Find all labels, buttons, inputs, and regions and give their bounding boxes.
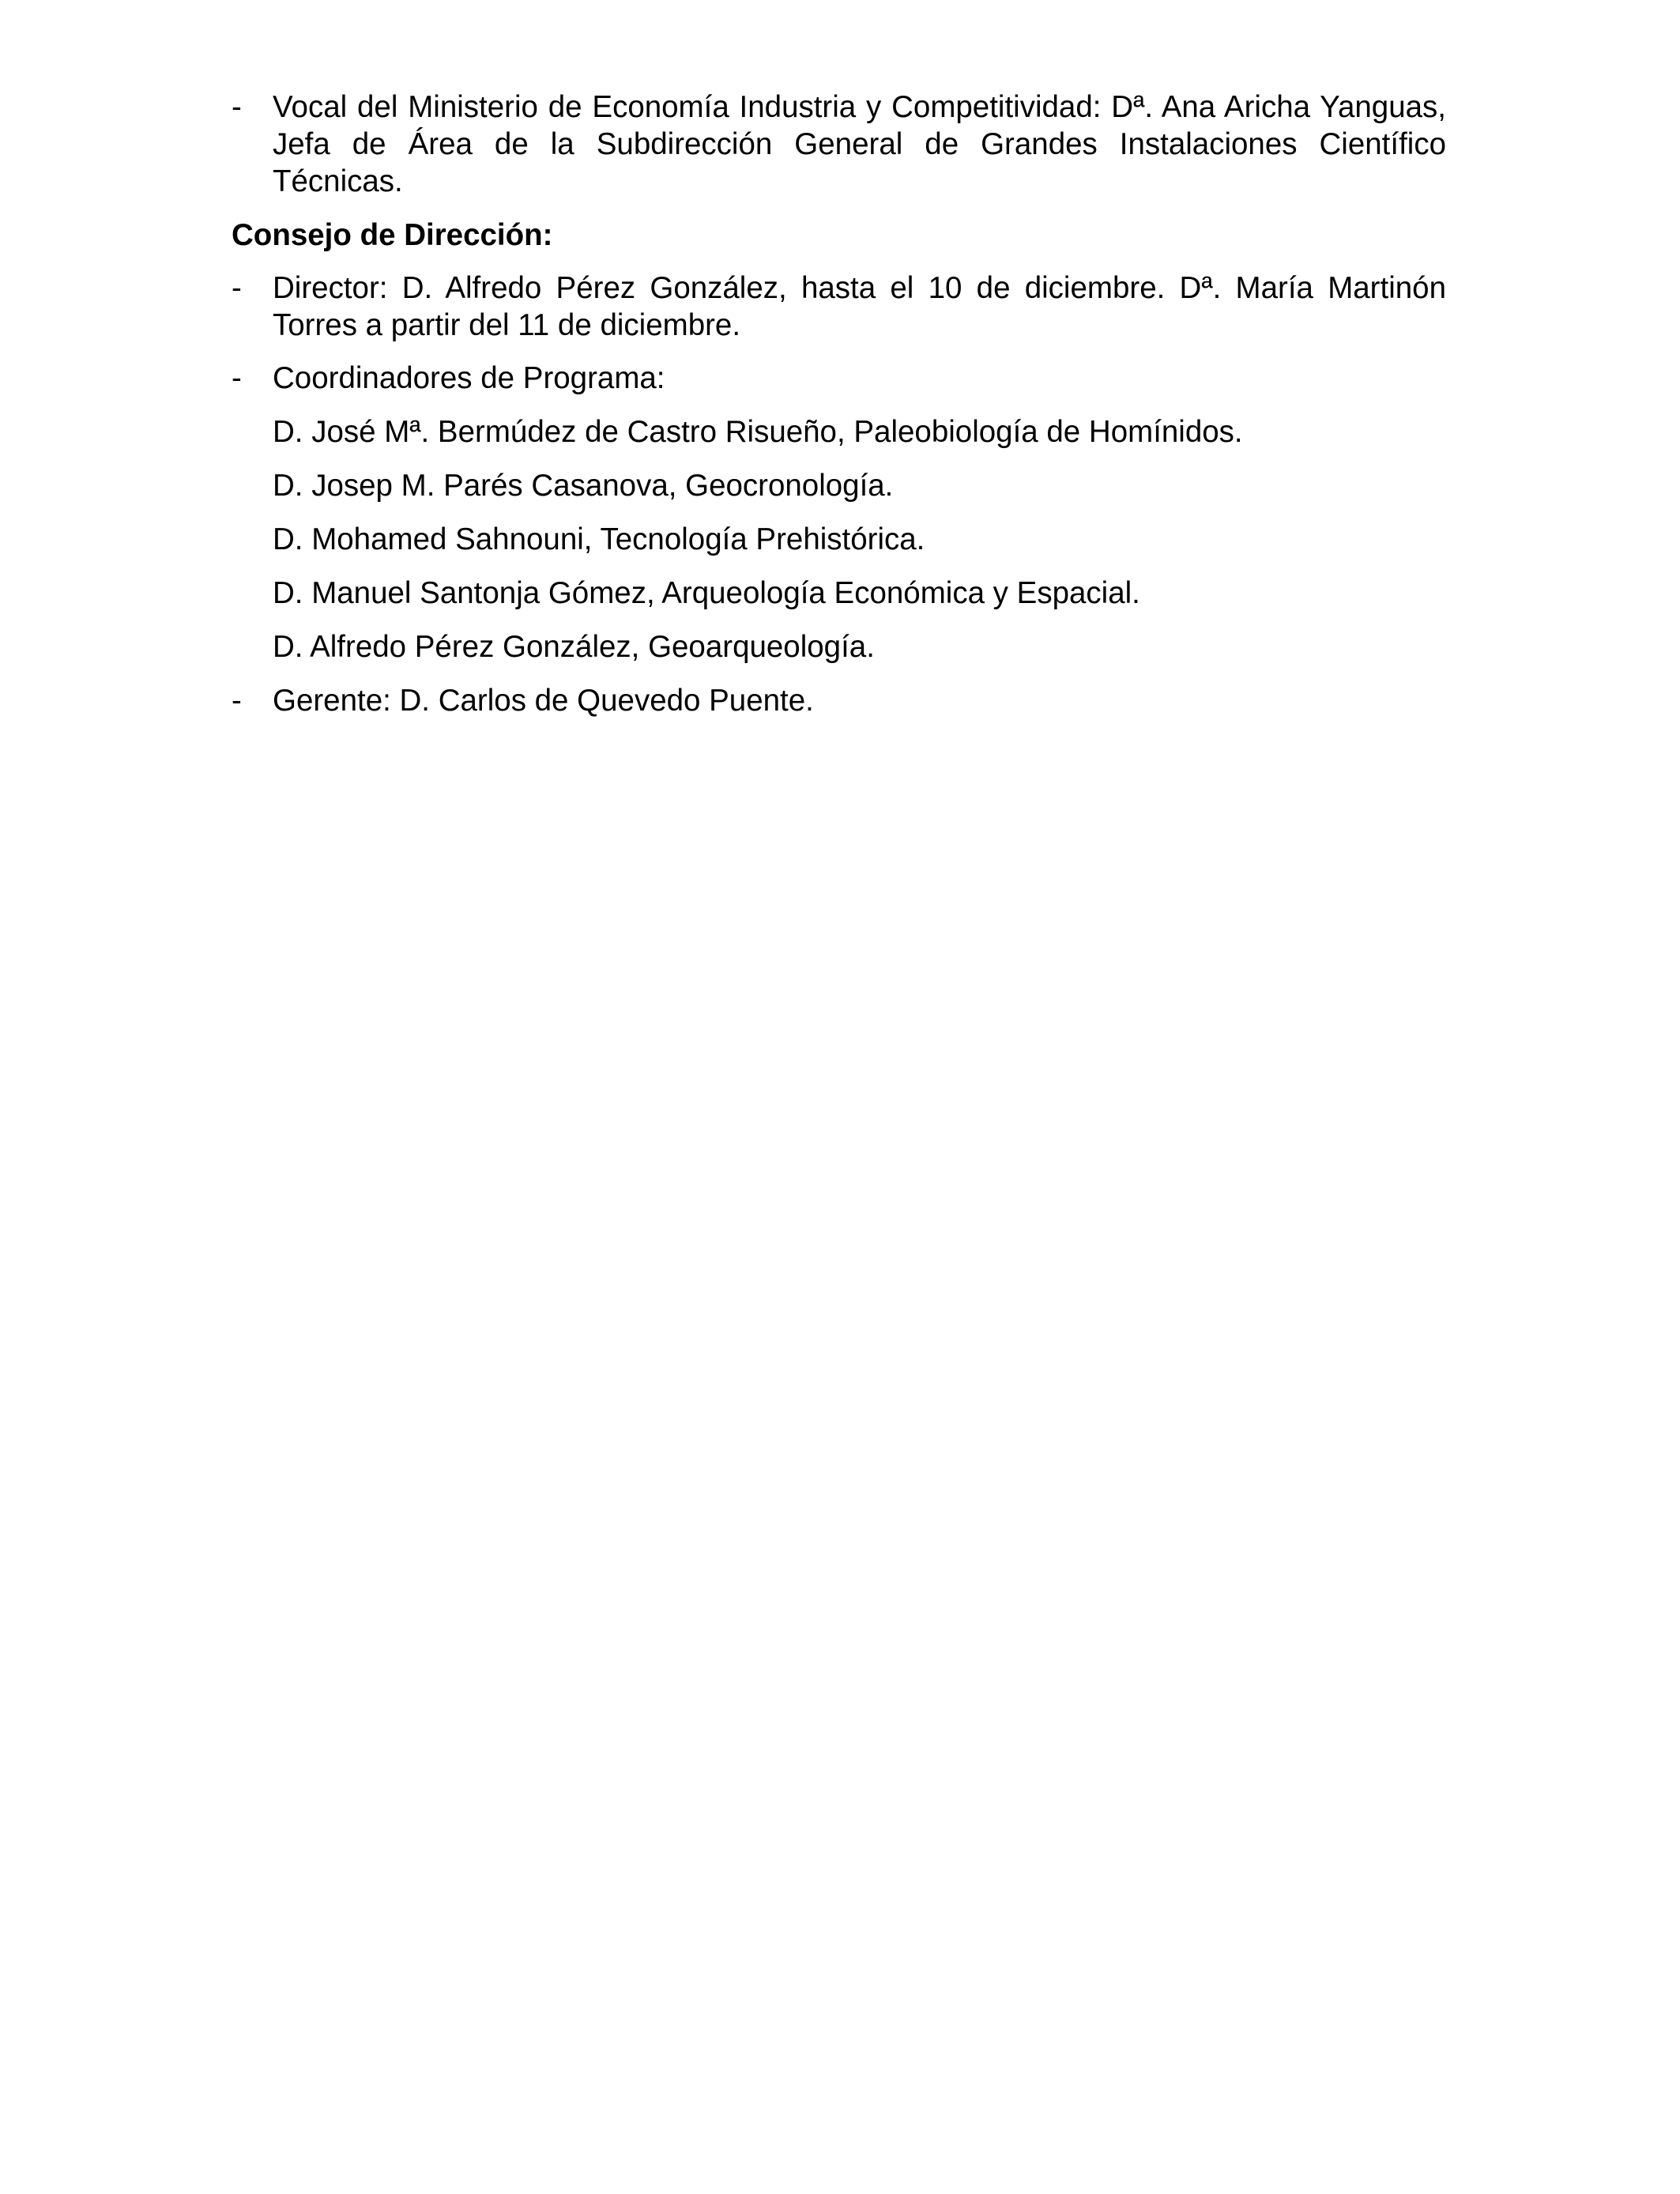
coordinator-entry: D. Manuel Santonja Gómez, Arqueología Económica y Espacial. — [273, 576, 1140, 610]
gerente-text: Gerente: D. Carlos de Quevedo Puente. — [273, 684, 814, 718]
bullet-dash: - — [232, 684, 242, 718]
director-text: Director: D. Alfredo Pérez González, hasta el 10 de diciembre. Dª. María Martinón Torres a partir del 11 de diciembre. — [273, 271, 1446, 342]
coordinator-entry: D. José Mª. Bermúdez de Castro Risueño, Paleobiología de Homínidos. — [273, 415, 1243, 449]
list-item-coordinadores — [232, 360, 1446, 397]
section-heading-consejo: Consejo de Dirección: — [232, 218, 553, 252]
coordinator-entry: D. Alfredo Pérez González, Geoarqueología. — [273, 630, 875, 664]
coordinator-entry: D. Josep M. Parés Casanova, Geocronología. — [273, 469, 894, 503]
list-item-vocal — [232, 89, 1446, 200]
bullet-dash: - — [232, 271, 242, 305]
list-item-gerente — [232, 682, 1446, 719]
coordinadores-text: Coordinadores de Programa: — [273, 361, 665, 395]
coordinator-entry: D. Mohamed Sahnouni, Tecnología Prehistórica. — [273, 522, 925, 556]
vocal-text: Vocal del Ministerio de Economía Industria y Competitividad: Dª. Ana Aricha Yanguas, Jefa de Área de la Subdirección General de Grandes Instalaciones Científico Técnicas. — [273, 90, 1446, 198]
bullet-dash: - — [232, 361, 242, 395]
bullet-dash: - — [232, 90, 242, 124]
document-body — [232, 89, 1446, 719]
list-item-director — [232, 270, 1446, 344]
